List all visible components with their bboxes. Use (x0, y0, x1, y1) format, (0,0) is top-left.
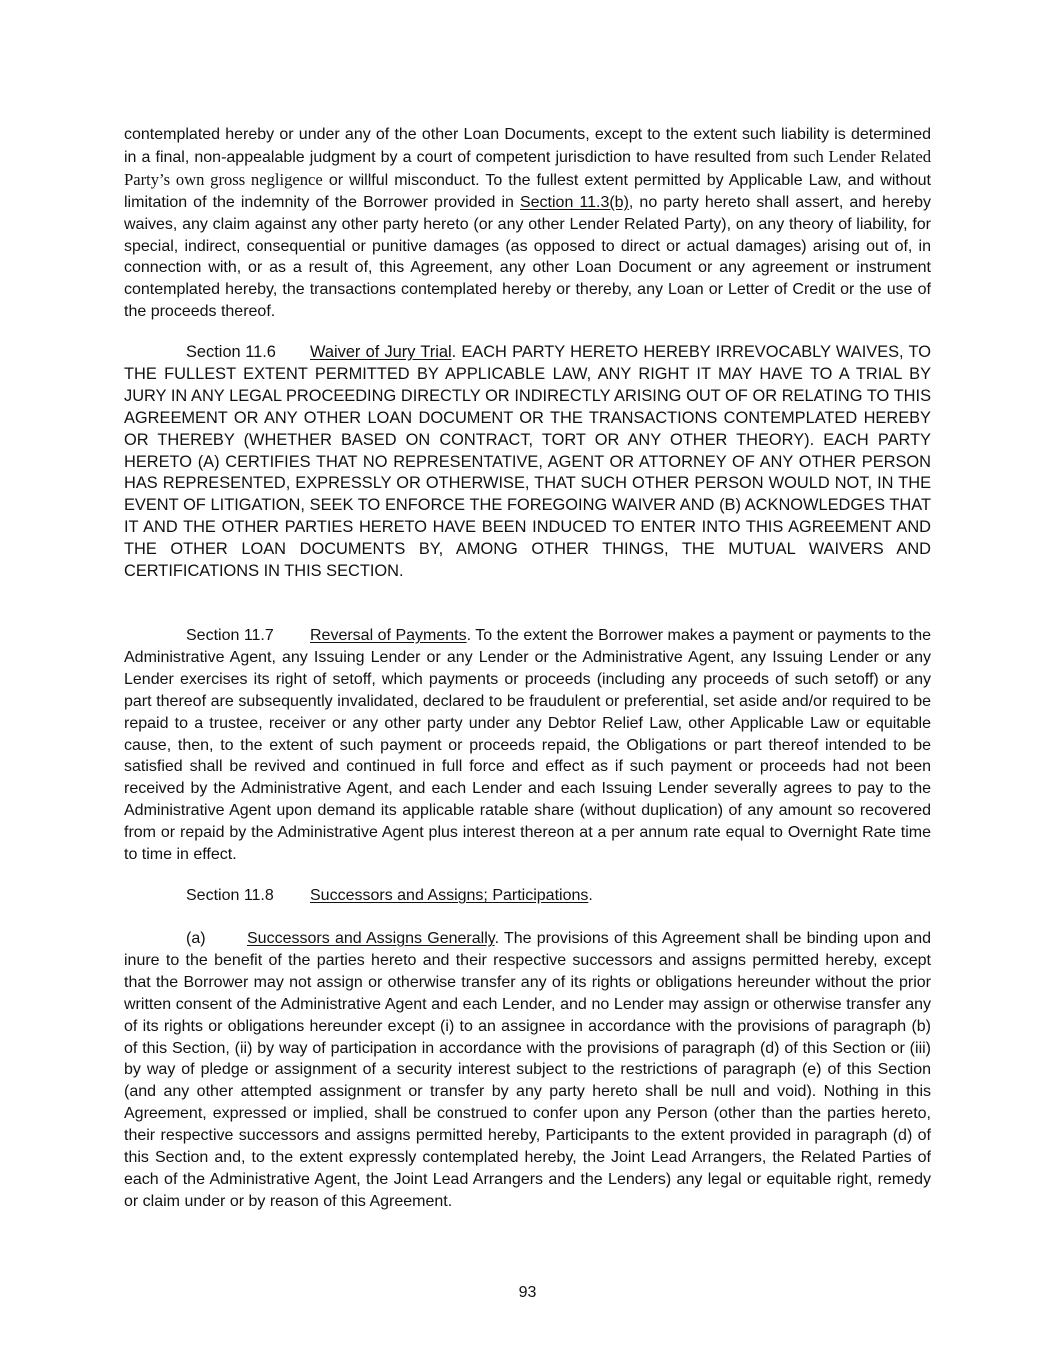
section-reference-11-3b: Section 11.3(b) (519, 193, 629, 211)
section-11-8-heading (124, 885, 931, 907)
section-11-8-tail: . (588, 887, 593, 904)
page-number: 93 (518, 1284, 537, 1301)
liability-text-part3: , no party hereto shall assert, and hereby waives, any claim against any other party hereto (or any other Lender Related Party), on any theory of liability, for special, indirect, consequential or punitive damages (as opposed to direct or actual damages) arising out of, in connection with, or as a result of, this Agreement, any other Loan Document or any agreement or instrument contemplated hereby, the transactions contemplated hereby or thereby, any Loan or Letter of Credit or the use of the proceeds thereof. (124, 193, 931, 321)
section-11-7-title: Reversal of Payments (310, 627, 467, 644)
subsection-a-label: (a) (186, 930, 206, 947)
section-11-7-body: . To the extent the Borrower makes a payment or payments to the Administrative Agent, any Issuing Lender or any Lender or the Administrative Agent, any Issuing Lender or any Lender exercises its right of setoff, which payments or proceeds (including any proceeds of such setoff) or any part thereof are subsequently invalidated, declared to be fraudulent or preferential, set aside and/or required to be repaid to a trustee, receiver or any other party under any Debtor Relief Law, other Applicable Law or equitable cause, then, to the extent of such payment or proceeds repaid, the Obligations or part thereof intended to be satisfied shall be revived and continued in full force and effect as if such payment or proceeds had not been received by the Administrative Agent, and each Lender and each Issuing Lender severally agrees to pay to the Administrative Agent upon demand its applicable ratable share (without duplication) of any amount so recovered from or repaid by the Administrative Agent plus interest thereon at a per annum rate equal to Overnight Rate time to time in effect. (124, 627, 931, 864)
section-11-7-paragraph (124, 625, 931, 866)
section-11-7-number: Section 11.7 (186, 627, 274, 644)
subsection-a-paragraph (124, 928, 931, 1213)
section-11-6-number: Section 11.6 (186, 343, 276, 361)
section-11-8-number: Section 11.8 (186, 887, 274, 904)
subsection-a-title: Successors and Assigns Generally (247, 930, 495, 947)
liability-text-part1: contemplated hereby or under any of the other Loan Documents, except to the extent such liability is determined in a final, non-appealable judgment by a court of competent jurisdiction to have resulted from (124, 126, 931, 166)
subsection-a-body: . The provisions of this Agreement shall be binding upon and inure to the benefit of the parties hereto and their respective successors and assigns permitted hereby, except that the Borrower may not assign or otherwise transfer any of its rights or obligations hereunder without the prior written consent of the Administrative Agent and each Lender, and no Lender may assign or otherwise transfer any of its rights or obligations hereunder except (i) to an assignee in accordance with the provisions of paragraph (b) of this Section, (ii) by way of participation in accordance with the provisions of paragraph (d) of this Section or (iii) by way of pledge or assignment of a security interest subject to the restrictions of paragraph (e) of this Section (and any other attempted assignment or transfer by any party hereto shall be null and void). Nothing in this Agreement, expressed or implied, shall be construed to confer upon any Person (other than the parties hereto, their respective successors and assigns permitted hereby, Participants to the extent provided in paragraph (d) of this Section and, to the extent expressly contemplated hereby, the Joint Lead Arrangers, the Related Parties of each of the Administrative Agent, the Joint Lead Arrangers and the Lenders) any legal or equitable right, remedy or claim under or by reason of this Agreement. (124, 930, 931, 1210)
paragraph-liability-waiver (124, 124, 931, 323)
liability-text-part2: or willful misconduct. To the fullest extent permitted by Applicable Law, and without limitation of the indemnity of the Borrower provided in (124, 171, 931, 211)
liability-text-serif: such Lender Related Party’s own gross negligence (124, 146, 931, 189)
section-11-6-body: . EACH PARTY HERETO HEREBY IRREVOCABLY WAIVES, TO THE FULLEST EXTENT PERMITTED BY APPLICABLE LAW, ANY RIGHT IT MAY HAVE TO A TRIAL BY JURY IN ANY LEGAL PROCEEDING DIRECTLY OR INDIRECTLY ARISING OUT OF OR RELATING TO THIS AGREEMENT OR ANY OTHER LOAN DOCUMENT OR THE TRANSACTIONS CONTEMPLATED HEREBY OR THEREBY (WHETHER BASED ON CONTRACT, TORT OR ANY OTHER THEORY). EACH PARTY HERETO (A) CERTIFIES THAT NO REPRESENTATIVE, AGENT OR ATTORNEY OF ANY OTHER PERSON HAS REPRESENTED, EXPRESSLY OR OTHERWISE, THAT SUCH OTHER PERSON WOULD NOT, IN THE EVENT OF LITIGATION, SEEK TO ENFORCE THE FOREGOING WAIVER AND (B) ACKNOWLEDGES THAT IT AND THE OTHER PARTIES HERETO HAVE BEEN INDUCED TO ENTER INTO THIS AGREEMENT AND THE OTHER LOAN DOCUMENTS BY, AMONG OTHER THINGS, THE MUTUAL WAIVERS AND CERTIFICATIONS IN THIS SECTION. (124, 343, 931, 581)
section-11-8-title: Successors and Assigns; Participations (310, 887, 589, 904)
section-11-6-paragraph (124, 342, 931, 583)
section-11-6-title: Waiver of Jury Trial (310, 343, 452, 361)
